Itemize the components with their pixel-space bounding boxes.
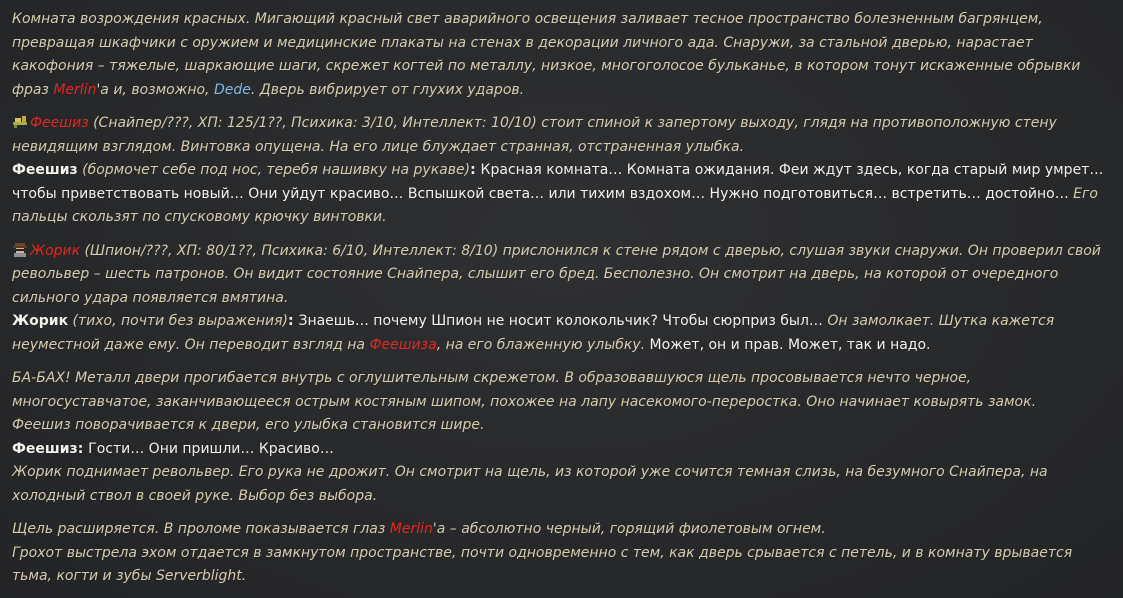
narration-text: 'а – абсолютно черный, горящий фиолетовым огнем. <box>432 521 826 537</box>
mention-merlin[interactable]: Merlin <box>389 521 433 537</box>
paragraph-finale <box>12 518 1112 589</box>
narration-text: Комната возрождения красных. Мигающий красный свет аварийного освещения заливает тесное пространство болезненным багрянцем, превращая шкафчики с оружием и медицинские плакаты на стенах в декорации личного ада. Снаружи, за стальной дверью, нарастает какофония – тяжелые, шаркающие шаги, скрежет когтей по металлу, низкое, многоголосое бульканье, в котором тонут искаженные обрывки фраз <box>12 11 1081 98</box>
stage-direction: (тихо, почти без выражения) <box>68 313 288 329</box>
narration-text: БА-БАХ! Металл двери прогибается внутрь с оглушительным скрежетом. В образовавшуюся щель просовывается нечто черное, многосуставчатое, заканчивающееся острым костяным шипом, похожее на лапу насекомого-переростка. Оно начинает ковырять замок. <box>12 370 1037 410</box>
narration-text: (Снайпер/???, ХП: 125/1??, Психика: 3/10, Интеллект: 10/10) стоит спиной к запертому выходу, глядя на противоположную стену невидящим взглядом. Винтовка опущена. На его лице блуждает странная, отстраненная улыбка. <box>12 115 1057 155</box>
roleplay-post <box>12 8 1112 589</box>
narration-text: (Шпион/???, ХП: 80/1??, Психика: 6/10, Интеллект: 8/10) прислонился к стене рядом с дверью, слушая звуки снаружи. Он проверил свой револьвер – шесть патронов. Он видит состояние Снайпера, слышит его бред. Бесполезно. Он смотрит на дверь, на которой от очередного сильного удара появляется вмятина. <box>12 242 1101 306</box>
character-name-zhorik[interactable]: Жорик <box>30 242 81 259</box>
speech-text: Гости… Они пришли… Красиво… <box>88 440 334 457</box>
speech-colon: : <box>470 162 481 178</box>
paragraph-guests <box>12 438 1112 509</box>
speaker-name: Феешиз <box>12 162 78 178</box>
paragraph-zhorik-speech <box>12 310 1112 357</box>
narration-text: Он замолкает. Шутка кажется неуместной даже ему. Он переводит взгляд на <box>12 313 1055 353</box>
narration-text: Грохот выстрела эхом отдается в замкнутом пространстве, почти одновременно с тем, как дверь срывается с петель, и в комнату врывается тьма, когти и зубы Serverblight. <box>12 544 1073 584</box>
spy-icon <box>12 242 28 257</box>
speech-text: Может, он и прав. Может, так и надо. <box>645 336 931 353</box>
sniper-icon <box>12 114 28 129</box>
narration-text: 'а и, возможно, <box>96 81 214 98</box>
mention-merlin[interactable]: Merlin <box>53 81 97 98</box>
paragraph-zhorik-intro <box>12 240 1112 311</box>
paragraph-intro <box>12 8 1112 102</box>
speech-colon: : <box>77 440 89 457</box>
character-name-feeshiz[interactable]: Феешиз <box>30 115 89 131</box>
speech-colon: : <box>287 313 299 329</box>
narration-text: . Дверь вибрирует от глухих ударов. <box>250 81 525 98</box>
mention-dede[interactable]: Dede <box>213 81 251 98</box>
narration-text: Щель расширяется. В проломе показывается глаз <box>12 521 390 537</box>
paragraph-door-breach <box>12 367 1112 438</box>
narration-text: , на его блаженную улыбку. <box>436 336 646 353</box>
speech-text: Красная комната… Комната ожидания. Феи ждут здесь, когда старый мир умрет… чтобы приветствовать новый… Они уйдут красиво… Вспышкой света… или тихим вздохом… Нужно подготовиться… встретить… достойно… <box>12 162 1104 202</box>
paragraph-feeshiz-intro <box>12 112 1112 159</box>
paragraph-feeshiz-speech <box>12 159 1112 230</box>
narration-text: Его пальцы скользят по спусковому крючку винтовки. <box>12 185 1098 225</box>
narration-text: Жорик поднимает револьвер. Его рука не дрожит. Он смотрит на щель, из которой уже сочится темная слизь, на безумного Снайпера, на холодный ствол в своей руке. Выбор без выбора. <box>12 464 1048 504</box>
mention-feeshiz[interactable]: Феешиза <box>369 336 437 353</box>
stage-direction: (бормочет себе под нос, теребя нашивку на рукаве) <box>77 162 471 178</box>
speech-text: Знаешь… почему Шпион не носит колокольчик? Чтобы сюрприз был… <box>298 313 823 329</box>
speaker-name: Феешиз <box>12 440 78 457</box>
narration-text: Феешиз поворачивается к двери, его улыбка становится шире. <box>12 417 485 433</box>
speaker-name: Жорик <box>12 313 69 329</box>
